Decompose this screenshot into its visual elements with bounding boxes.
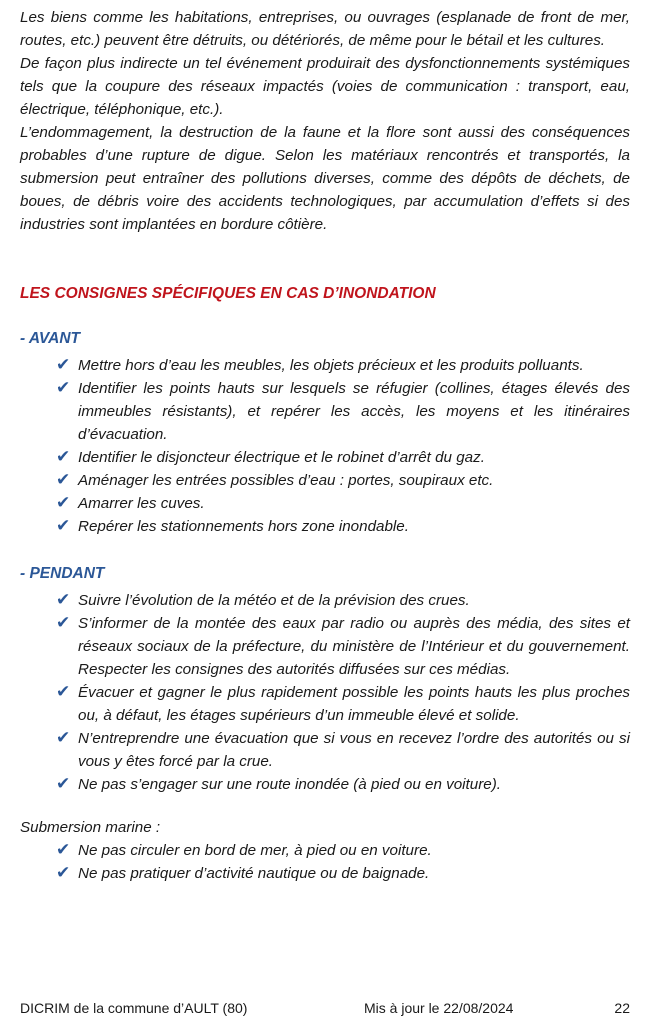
list-item xyxy=(56,354,630,377)
checkmark-icon: ✔ xyxy=(56,682,71,702)
pendant-list xyxy=(20,589,630,796)
list-item xyxy=(56,446,630,469)
pendant-heading: - PENDANT xyxy=(20,565,105,582)
intro-paragraph: L’endommagement, la destruction de la faune et la flore sont aussi des conséquences probables d’une rupture de digue. Selon les matériaux rencontrés et transportés, la submersion peut entraîner des pollutions diverses, comme des dépôts de déchets, de boues, de débris voire des accidents technologiques, par accumulation d’effets si des industries sont implantées en bordure côtière. xyxy=(20,124,630,233)
list-item xyxy=(56,727,630,773)
list-item-text: Suivre l’évolution de la météo et de la prévision des crues. xyxy=(78,592,470,609)
avant-heading: - AVANT xyxy=(20,330,80,347)
footer-update-date: Mis à jour le 22/08/2024 xyxy=(364,1000,514,1016)
list-item xyxy=(56,839,630,862)
list-item-text: S’informer de la montée des eaux par radio ou auprès des média, des sites et réseaux sociaux de la préfecture, du ministère de l’Intérieur et du gouvernement. Respecter les consignes des autorités diffusées sur ces médias. xyxy=(78,615,630,678)
list-item xyxy=(56,492,630,515)
list-item-text: Identifier le disjoncteur électrique et le robinet d’arrêt du gaz. xyxy=(78,449,485,466)
checkmark-icon: ✔ xyxy=(56,378,71,398)
checkmark-icon: ✔ xyxy=(56,493,71,513)
checkmark-icon: ✔ xyxy=(56,470,71,490)
list-item-text: Repérer les stationnements hors zone inondable. xyxy=(78,518,409,535)
submersion-list xyxy=(20,839,630,885)
page-number: 22 xyxy=(614,1000,630,1016)
checkmark-icon: ✔ xyxy=(56,447,71,467)
list-item-text: Identifier les points hauts sur lesquels se réfugier (collines, étages élevés des immeubles résistants), et repérer les accès, les moyens et les itinéraires d’évacuation. xyxy=(78,380,630,443)
list-item xyxy=(56,589,630,612)
list-item xyxy=(56,681,630,727)
submersion-label: Submersion marine : xyxy=(20,819,161,836)
checkmark-icon: ✔ xyxy=(56,774,71,794)
list-item-text: Aménager les entrées possibles d’eau : portes, soupiraux etc. xyxy=(78,472,494,489)
list-item-text: Ne pas circuler en bord de mer, à pied ou en voiture. xyxy=(78,842,432,859)
checkmark-icon: ✔ xyxy=(56,840,71,860)
list-item-text: N’entreprendre une évacuation que si vous en recevez l’ordre des autorités ou si vous y êtes forcé par la crue. xyxy=(78,730,630,770)
checkmark-icon: ✔ xyxy=(56,516,71,536)
checkmark-icon: ✔ xyxy=(56,590,71,610)
list-item-text: Évacuer et gagner le plus rapidement possible les points hauts les plus proches ou, à défaut, les étages supérieurs d’un immeuble élevé et solide. xyxy=(78,684,630,724)
list-item-text: Ne pas s’engager sur une route inondée (à pied ou en voiture). xyxy=(78,776,501,793)
document-page xyxy=(20,6,630,885)
intro-paragraph: Les biens comme les habitations, entreprises, ou ouvrages (esplanade de front de mer, routes, etc.) peuvent être détruits, ou détériorés, de même pour le bétail et les cultures. xyxy=(20,9,630,49)
page-footer xyxy=(20,998,630,1018)
list-item xyxy=(56,862,630,885)
avant-list xyxy=(20,354,630,538)
checkmark-icon: ✔ xyxy=(56,728,71,748)
checkmark-icon: ✔ xyxy=(56,613,71,633)
list-item-text: Amarrer les cuves. xyxy=(78,495,205,512)
list-item-text: Mettre hors d’eau les meubles, les objets précieux et les produits polluants. xyxy=(78,357,584,374)
list-item xyxy=(56,469,630,492)
intro-text xyxy=(20,6,630,236)
checkmark-icon: ✔ xyxy=(56,863,71,883)
list-item-text: Ne pas pratiquer d’activité nautique ou de baignade. xyxy=(78,865,430,882)
footer-document-title: DICRIM de la commune d’AULT (80) xyxy=(20,1000,248,1016)
list-item xyxy=(56,773,630,796)
intro-paragraph: De façon plus indirecte un tel événement produirait des dysfonctionnements systémiques tels que la coupure des réseaux impactés (voies de communication : transport, eau, électrique, téléphonique, etc.). xyxy=(20,55,630,118)
list-item xyxy=(56,612,630,681)
list-item xyxy=(56,377,630,446)
section-title: LES CONSIGNES SPÉCIFIQUES EN CAS D’INONDATION xyxy=(20,285,436,302)
list-item xyxy=(56,515,630,538)
checkmark-icon: ✔ xyxy=(56,355,71,375)
